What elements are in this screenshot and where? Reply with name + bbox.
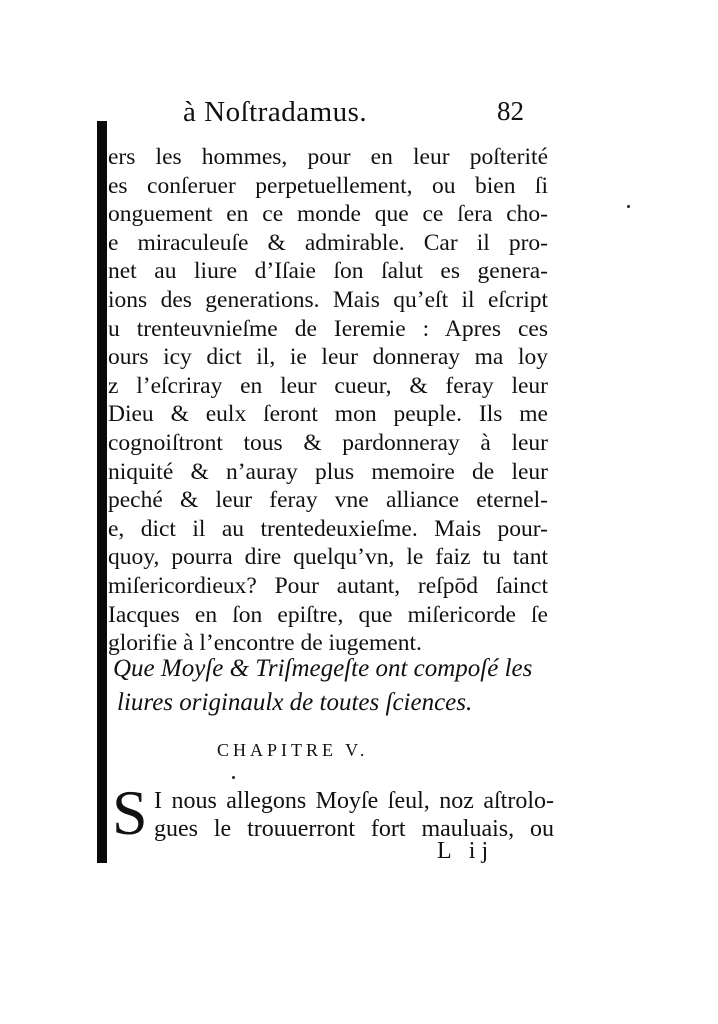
- text-line: e, dict il au trentedeuxieſme. Mais pour-: [108, 515, 548, 542]
- text-line: cognoiſtront tous & pardonneray à leur: [108, 430, 548, 456]
- ink-speck: [232, 776, 235, 779]
- text-line: glorifie à l’encontre de iugement.: [108, 630, 422, 657]
- text-line: ours icy dict il, ie leur donneray ma loy: [108, 344, 548, 371]
- text-line: e miraculeuſe & admirable. Car il pro-: [108, 229, 548, 256]
- gutter-shadow: [97, 121, 107, 863]
- text-line: net au liure d’Iſaie ſon ſalut es genera-: [108, 258, 548, 285]
- text-line: onguement en ce monde que ce ſera cho-: [108, 201, 548, 228]
- running-title: à Noſtradamus.: [183, 96, 368, 128]
- text-line: u trenteuvnieſme de Ieremie : Apres ces: [108, 315, 548, 342]
- text-line: niquité & n’auray plus memoire de leur: [108, 458, 548, 485]
- section-title-line: liures originaulx de toutes ſciences.: [117, 689, 473, 716]
- text-line: ions des generations. Mais qu’eſt il eſcript: [108, 287, 548, 313]
- text-line: Dieu & eulx ſeront mon peuple. Ils me: [108, 401, 548, 428]
- text-line: gues le trouuerront fort mauluais, ou: [154, 816, 554, 842]
- text-line: z l’eſcriray en leur cueur, & feray leur: [108, 372, 548, 399]
- text-line: peché & leur feray vne alliance eternel-: [108, 487, 548, 514]
- text-line: Iacques en ſon epiſtre, que miſericorde ſe: [108, 601, 548, 628]
- text-line: quoy, pourra dire quelqu’vn, le faiz tu tant: [108, 544, 548, 571]
- drop-cap: S: [112, 777, 148, 848]
- text-line: ers les hommes, pour en leur poſterité: [108, 144, 548, 170]
- signature-mark: L ij: [437, 838, 495, 864]
- section-title-line: Que Moyſe & Triſmegeſte ont compoſé les: [113, 655, 533, 682]
- text-line: miſericordieux? Pour autant, reſpōd ſainct: [108, 573, 548, 599]
- folio-number: 82: [497, 96, 524, 126]
- ink-speck: [627, 205, 630, 208]
- chapter-heading: CHAPITRE V.: [217, 740, 369, 760]
- text-line: I nous allegons Moyſe ſeul, noz aſtrolo-: [154, 788, 554, 814]
- text-line: es conſeruer perpetuellement, ou bien ſi: [108, 172, 548, 199]
